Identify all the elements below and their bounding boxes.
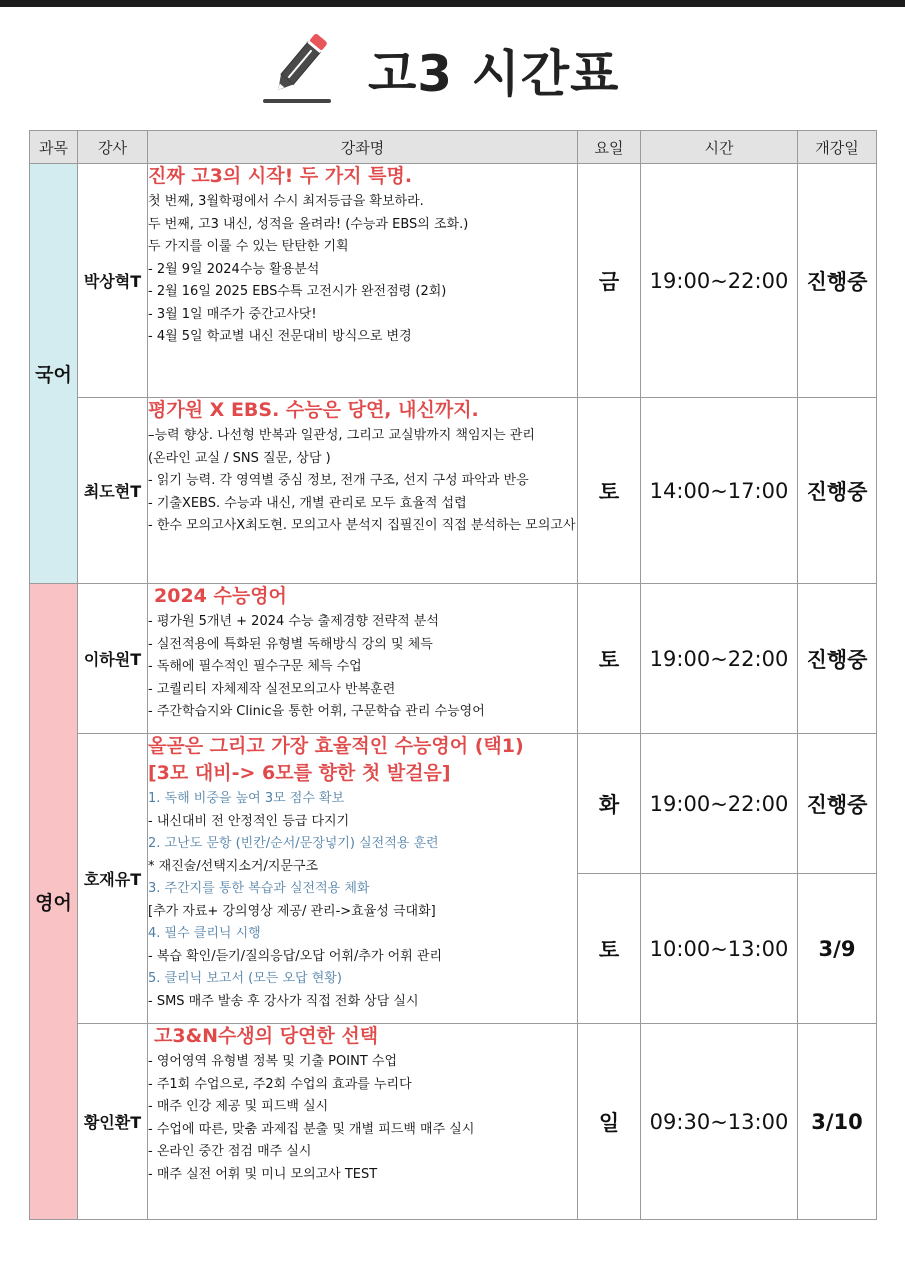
day-cell: 토 [578,874,641,1024]
course-title: 올곧은 그리고 가장 효율적인 수능영어 (택1) [148,735,524,757]
course-line: 두 번째, 고3 내신, 성적을 올려라! (수능과 EBS의 조화.) [148,216,469,232]
teacher-name: 황인환T [78,1024,148,1220]
table-row [30,584,877,734]
course-title: 진짜 고3의 시작! 두 가지 특명. [148,165,413,187]
course-line: - 2월 9일 2024수능 활용분석 [148,261,320,277]
page-title: 고3 시간표 [368,45,620,103]
course-cell [148,1024,578,1220]
course-line: - 3월 1일 매주가 중간고사닷! [148,306,317,322]
table-header-row [30,131,877,164]
course-title: 평가원 X EBS. 수능은 당연, 내신까지. [148,399,479,421]
course-line: - 온라인 중간 점검 매주 실시 [148,1144,312,1159]
day-cell: 화 [578,734,641,874]
course-line: - SMS 매주 발송 후 강사가 직접 전화 상담 실시 [148,993,419,1009]
header-time: 시간 [641,131,798,164]
course-line: - 2월 16일 2025 EBS수특 고전시가 완전점령 (2회) [148,284,447,299]
course-line: - 기출XEBS. 수능과 내신, 개별 관리로 모두 효율적 섭렵 [148,495,467,511]
time-cell: 09:30~13:00 [641,1024,798,1220]
course-cell [148,734,578,1024]
course-line: - 한수 모의고사X최도현. 모의고사 분석지 집필진이 직접 분석하는 모의고사 [148,518,576,533]
teacher-name: 이하원T [78,584,148,734]
subject-english: 영어 [30,584,78,1220]
course-line: [추가 자료+ 강의영상 제공/ 관리->효율성 극대화] [148,903,436,919]
course-line: 첫 번째, 3월학평에서 수시 최저등급을 확보하라. [148,194,424,209]
schedule-table [29,130,877,1220]
course-line: 4. 필수 클리닉 시행 [148,926,261,941]
course-line: 5. 클리닉 보고서 (모든 오답 현황) [148,971,342,986]
course-line: - 4월 5일 학교별 내신 전문대비 방식으로 변경 [148,329,412,344]
course-cell [148,164,578,398]
course-title: [3모 대비-> 6모를 향한 첫 발걸음] [148,762,451,784]
course-line: - 복습 확인/듣기/질의응답/오답 어휘/추가 어휘 관리 [148,948,443,964]
open-date-cell: 진행중 [798,398,877,584]
course-line: - 주1회 수업으로, 주2회 수업의 효과를 누리다 [148,1076,412,1092]
course-line: 두 가지를 이룰 수 있는 탄탄한 기획 [148,239,349,254]
course-cell [148,398,578,584]
course-line: (온라인 교실 / SNS 질문, 상담 ) [148,450,331,466]
open-date-cell: 진행중 [798,734,877,874]
course-line: - 평가원 5개년 + 2024 수능 출제경향 전략적 분석 [148,614,439,629]
day-cell: 금 [578,164,641,398]
course-line: - 수업에 따른, 맞춤 과제집 분출 및 개별 피드백 매주 실시 [148,1121,475,1137]
time-cell: 19:00~22:00 [641,164,798,398]
header-open-date: 개강일 [798,131,877,164]
course-line: * 재진술/선택지소거/지문구조 [148,858,319,874]
teacher-name: 박상혁T [78,164,148,398]
top-bar [0,0,905,7]
open-date-cell: 3/9 [798,874,877,1024]
day-cell: 일 [578,1024,641,1220]
course-line: - 읽기 능력. 각 영역별 중심 정보, 전개 구조, 선지 구성 파악과 반응 [148,473,529,488]
pencil-icon [262,28,332,104]
table-row [30,398,877,584]
course-line: 3. 주간지를 통한 복습과 실전적용 체화 [148,881,370,896]
course-line: - 매주 실전 어휘 및 미니 모의고사 TEST [148,1166,378,1182]
time-cell: 19:00~22:00 [641,734,798,874]
course-line: - 영어영역 유형별 정복 및 기출 POINT 수업 [148,1054,398,1069]
course-line: - 고퀄리티 자체제작 실전모의고사 반복훈련 [148,681,396,697]
day-cell: 토 [578,398,641,584]
header-day: 요일 [578,131,641,164]
header-subject: 과목 [30,131,78,164]
course-line: –능력 향상. 나선형 반복과 일관성, 그리고 교실밖까지 책임지는 관리 [148,428,535,443]
table-row [30,734,877,874]
day-cell: 토 [578,584,641,734]
open-date-cell: 진행중 [798,584,877,734]
course-line: - 주간학습지와 Clinic을 통한 어휘, 구문학습 관리 수능영어 [148,704,485,719]
table-row [30,1024,877,1220]
subject-korean: 국어 [30,164,78,584]
course-line: - 매주 인강 제공 및 피드백 실시 [148,1099,329,1114]
course-title: 고3&N수생의 당연한 선택 [154,1025,379,1047]
course-line: 1. 독해 비중을 높여 3모 점수 확보 [148,791,345,806]
course-line: - 실전적용에 특화된 유형별 독해방식 강의 및 체득 [148,636,433,652]
open-date-cell: 진행중 [798,164,877,398]
header-course: 강좌명 [148,131,578,164]
course-line: - 내신대비 전 안정적인 등급 다지기 [148,813,350,829]
time-cell: 19:00~22:00 [641,584,798,734]
time-cell: 10:00~13:00 [641,874,798,1024]
course-line: - 독해에 필수적인 필수구문 체득 수업 [148,659,362,674]
time-cell: 14:00~17:00 [641,398,798,584]
open-date-cell: 3/10 [798,1024,877,1220]
course-title: 2024 수능영어 [154,585,287,607]
header-teacher: 강사 [78,131,148,164]
teacher-name: 호재유T [78,734,148,1024]
teacher-name: 최도현T [78,398,148,584]
table-row [30,164,877,398]
course-line: 2. 고난도 문항 (빈칸/순서/문장넣기) 실전적용 훈련 [148,836,439,851]
course-cell [148,584,578,734]
page-header [0,22,905,112]
